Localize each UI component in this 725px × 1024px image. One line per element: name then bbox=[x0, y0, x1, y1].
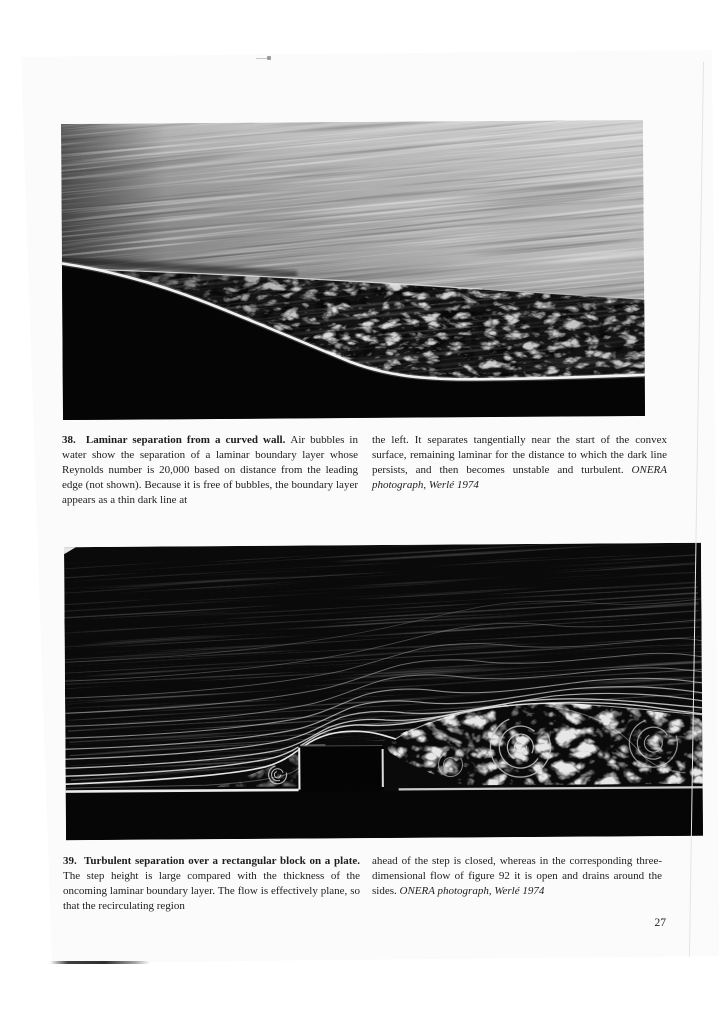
figure38-caption-credit: ONERA photograph, Werlé 1974 bbox=[372, 464, 667, 491]
figure38-caption-col2 bbox=[372, 433, 667, 493]
figure39-caption-credit: ONERA photograph, Werlé 1974 bbox=[399, 885, 545, 897]
page-number: 27 bbox=[654, 917, 666, 929]
figure38-caption-lead: 38. Laminar separation from a curved wall. bbox=[62, 434, 291, 446]
scan-smudge-artifact bbox=[256, 55, 274, 61]
figure39-caption bbox=[0, 854, 725, 929]
figure38-caption-col1 bbox=[62, 433, 358, 508]
figure38-photo-art bbox=[61, 120, 645, 420]
figure38-caption-col1-body: Air bubbles in water show the separation of a laminar boundary layer whose Reynolds number is 20,000 based on distance from the leading edge (not shown). Because it is free of bubbles, the boundary layer appears as a thin dark line at bbox=[62, 434, 358, 506]
smudge-dot bbox=[267, 56, 271, 60]
figure39-caption-col1 bbox=[63, 854, 360, 914]
figure39-caption-col2 bbox=[372, 854, 662, 899]
figure39-caption-col2-body: ahead of the step is closed, whereas in the corresponding three-dimensional flow of figure 92 it is open and drains around the sides. bbox=[372, 855, 662, 897]
figure39-photo-art bbox=[64, 543, 703, 840]
figure39-caption-lead: 39. Turbulent separation over a rectangular block on a plate. bbox=[63, 855, 360, 867]
page-bottom-edge-shadow bbox=[50, 961, 150, 964]
figure39-photo bbox=[64, 543, 703, 840]
figure38-caption-col2-body: the left. It separates tangentially near the start of the convex surface, remaining laminar for the distance to which the dark line persists, and then becomes unstable and turbulent. bbox=[372, 434, 667, 476]
figure38-caption bbox=[0, 433, 725, 523]
figure39-caption-col1-body: The step height is large compared with the thickness of the oncoming laminar boundary layer. The flow is effectively plane, so that the recirculating region bbox=[63, 870, 360, 912]
figure38-photo bbox=[61, 120, 645, 420]
